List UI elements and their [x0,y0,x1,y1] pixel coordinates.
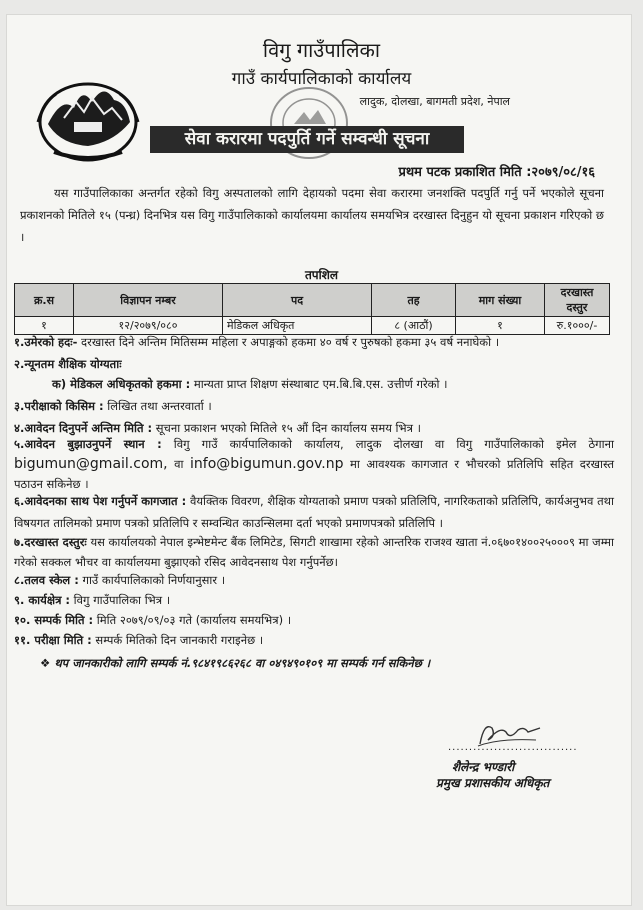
item-contact-date [14,612,614,628]
header-ad-number: विज्ञापन नम्बर [74,284,223,317]
table-row [15,317,610,335]
cell-serial: १ [15,317,74,335]
submit-text-3: मा आवश्यक कागजात र भौचरको प्रतिलिपि सहित दरखास्त पठाउन सकिनेछ । [14,457,615,491]
qual-sub-label: क) मेडिकल अधिकृतको हकमा : [52,377,191,391]
cell-position: मेडिकल अधिकृत [223,317,372,335]
fee-text: यस कार्यालयको नेपाल इन्भेष्टमेन्ट बैंक लिमिटेड, सिगटी शाखामा रहेको आन्तरिक राजश्व खाता नं.०६७०१४००२५०००९ मा जम्मा गरेको सक्कल भौचर वा कार्यालयमा बुझाएको रसिद आवेदनसाथ पेश गर्नुपर्नेछ। [14,535,614,569]
exam-text: लिखित तथा अन्तरवार्ता । [103,399,212,413]
submit-text-1: विगु गाउँ कार्यपालिकाको कार्यालय, लादुक दोलखा वा विगु गाउँपालिकाको इमेल ठेगाना [161,437,614,451]
intro-paragraph: यस गाउँपालिकाका अन्तर्गत रहेको विगु अस्पतालको लागि देहायको पदमा सेवा करारमा जनशक्ति पदपुर्ति गर्नु पर्ने भएकोले सूचना प्रकाशनको मितिले १५ (पन्ध्र) दिनभित्र यस विगु गाउँपालिकाको कार्यालयमा कार्यालय समयभित्र दरखास्त दिनुहुन यो सूचना प्रकाशन गरिएको छ । [20,186,604,244]
office-address: लादुक, दोलखा, बागमती प्रदेश, नेपाल [359,95,510,108]
exam-date-text: सम्पर्क मितिको दिन जानकारी गराइनेछ । [91,633,264,647]
area-text: विगु गाउँपालिका भित्र । [70,593,171,607]
area-label: ९. कार्यक्षेत्र : [14,593,71,607]
item-salary [14,572,614,588]
item-documents [14,490,614,534]
contact-note: ❖ थप जानकारीको लागि सम्पर्क नं.९८४१९८६२६८ वा ०४९४९०१०९ मा सम्पर्क गर्न सकिनेछ । [40,656,431,670]
deadline-label: ४.आवेदन दिनुपर्ने अन्तिम मिति : [14,421,153,435]
salary-text: गाउँ कार्यपालिकाको निर्णयानुसार । [78,573,226,587]
notice-title: सेवा करारमा पदपुर्ति गर्ने सम्वन्धी सूचना [150,126,464,153]
item-qualification-sub [52,376,643,392]
header-level: तह [372,284,456,317]
cell-ad-number: १२/२०७९/०८० [74,317,223,335]
contact-label: १०. सम्पर्क मिति : [14,613,94,627]
table-caption: तपशिल [304,268,339,282]
header-quantity: माग संख्या [456,284,545,317]
salary-label: ८.तलव स्केल : [14,573,79,587]
deadline-text: सूचना प्रकाशन भएको मितिले १५ औं दिन कार्यालय समय भित्र । [152,421,421,435]
item-submit-place [14,434,614,494]
fee-label: ७.दरखास्त दस्तुरः [14,535,87,549]
item-fee [14,532,614,572]
docs-text: वैयक्तिक विवरण, शैक्षिक योग्यताको प्रमाण पत्रको प्रतिलिपि, नागरिकताको प्रतिलिपि, कार्यअनुभव तथा विषयगत तालिमको प्रमाण पत्रको प्रतिलिपि र सम्वन्धित काउन्सिलमा दर्ता भएको प्रमाणपत्रको प्रतिलिपि । [14,494,615,530]
item-age [14,334,614,350]
cell-quantity: १ [456,317,545,335]
signatory-role: प्रमुख प्रशासकीय अधिकृत [436,776,550,790]
org-name: विगु गाउँपालिका [262,38,381,62]
submit-label: ५.आवेदन बुझाउनुपर्ने स्थान : [14,437,162,451]
submit-text-2: वा [167,457,191,471]
item-qualification: २.न्यूनतम शैक्षिक योग्यताः [14,357,122,371]
item-work-area [14,592,614,608]
item-age-text: दरखास्त दिने अन्तिम मितिसम्म महिला र अपाङ्गको हकमा ४० वर्ष र पुरुषको हकमा ३५ वर्ष ननाघेको । [77,335,500,349]
cell-level: ८ (आठौं) [372,317,456,335]
signature-line: ............................... [448,742,578,753]
publish-date: प्रथम पटक प्रकाशित मिति :२०७९/०८/१६ [398,165,595,180]
exam-date-label: ११. परीक्षा मिति : [14,633,92,647]
header-serial: क्र.स [15,284,74,317]
item-exam-type [14,398,614,414]
item-age-label: १.उमेरको हदः- [14,335,78,349]
vacancy-table [14,283,610,335]
contact-text: मिति २०७९/०९/०३ गते (कार्यालय समयभित्र) । [93,613,292,627]
qual-sub-text: मान्यता प्राप्त शिक्षण संस्थाबाट एम.बि.बि.एस. उत्तीर्ण गरेको । [190,377,448,391]
email-link-1[interactable]: bigumun@gmail.com, [14,456,168,472]
table-header-row [15,284,610,317]
email-link-2[interactable]: info@bigumun.gov.np [190,456,344,472]
item-exam-date [14,632,614,648]
docs-label: ६.आवेदनका साथ पेश गर्नुपर्ने कागजात : [14,494,187,508]
header-fee: दरखास्त दस्तुर [545,284,610,317]
signatory-name: शैलेन्द्र भण्डारी [452,760,515,774]
exam-label: ३.परीक्षाको किसिम : [14,399,104,413]
office-name: गाउँ कार्यपालिकाको कार्यालय [231,69,412,89]
header-position: पद [223,284,372,317]
cell-fee: रु.१०००/- [545,317,610,335]
